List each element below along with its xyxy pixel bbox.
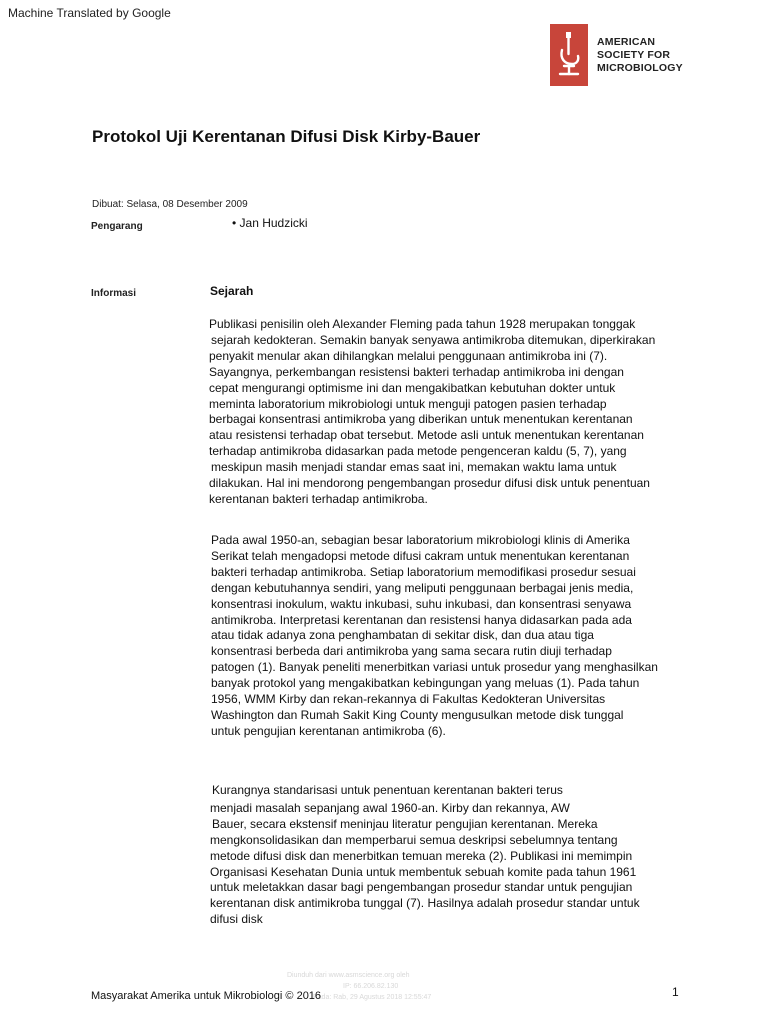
text-line: kerentanan disk antimikroba tunggal (7). Hasilnya adalah prosedur standar untuk <box>210 896 640 911</box>
text-line: Sayangnya, perkembangan resistensi bakteri terhadap antimikroba ini dengan <box>209 364 624 379</box>
text-line: 1956, WMM Kirby dan rekan-rekannya di Fakultas Kedokteran Universitas <box>211 692 606 707</box>
asm-logo <box>550 24 683 86</box>
text-line: Publikasi penisilin oleh Alexander Fleming pada tahun 1928 merupakan tonggak <box>209 317 636 331</box>
text-line: mengkonsolidasikan dan memperbarui semua deskripsi sebelumnya tentang <box>210 832 618 847</box>
watermark-line: IP: 66.206.82.130 <box>343 983 399 990</box>
text-line: atau tidak adanya zona penghambatan di sekitar disk, dan dua atau tiga <box>211 628 594 643</box>
watermark-line: Diunduh dari www.asmscience.org oleh <box>287 972 410 979</box>
text-line: untuk meletakkan dasar bagi pengembangan prosedur standar untuk pengujian <box>210 880 633 895</box>
text-line: untuk pengujian kerentanan antimikroba (6). <box>211 723 446 738</box>
text-line: metode difusi disk dan menerbitkan temuan mereka (2). Publikasi ini memimpin <box>210 848 633 863</box>
text-line: patogen (1). Banyak peneliti menerbitkan variasi untuk prosedur yang menghasilkan <box>211 660 658 675</box>
machine-translation-banner: Machine Translated by Google <box>8 6 171 20</box>
document-title: Protokol Uji Kerentanan Difusi Disk Kirby-Bauer <box>92 127 481 146</box>
author-name: • Jan Hudzicki <box>232 216 308 230</box>
text-line: banyak protokol yang mengakibatkan kebingungan yang meluas (1). Pada tahun <box>211 676 640 691</box>
text-line: Serikat telah mengadopsi metode difusi cakram untuk menentukan kerentanan <box>211 548 630 563</box>
text-line: menjadi masalah sepanjang awal 1960-an. Kirby dan rekannya, AW <box>210 800 570 815</box>
paragraph-3 <box>210 783 640 928</box>
section-heading: Sejarah <box>210 284 254 298</box>
text-line: dengan kebutuhannya sendiri, yang meliputi penggunaan berbagai jenis media, <box>211 580 634 595</box>
text-line: konsentrasi inokulum, waktu inkubasi, suhu inkubasi, dan konsentrasi senyawa <box>211 596 632 611</box>
text-line: Washington dan Rumah Sakit King County mengusulkan metode disk tunggal <box>211 707 624 722</box>
text-line: atau resistensi terhadap obat tersebut. Metode asli untuk menentukan kerentanan <box>209 428 644 443</box>
text-line: sejarah kedokteran. Semakin banyak senyawa antimikroba ditemukan, diperkirakan <box>211 332 656 347</box>
text-line: konsentrasi berbeda dari antimikroba yang sama secara rutin diuji terhadap <box>211 644 612 659</box>
watermark-line: Pada: Rab, 29 Agustus 2018 12:55:47 <box>313 994 432 1001</box>
microscope-icon <box>550 24 588 86</box>
text-line: meminta laboratorium mikrobiologi untuk menguji patogen pasien terhadap <box>209 396 607 411</box>
text-line: kerentanan bakteri terhadap antimikroba. <box>209 491 428 506</box>
text-line: Pada awal 1950-an, sebagian besar laboratorium mikrobiologi klinis di Amerika <box>211 533 630 547</box>
created-date: Dibuat: Selasa, 08 Desember 2009 <box>92 199 248 210</box>
logo-line: MICROBIOLOGY <box>597 61 683 74</box>
text-line: cepat mengurangi optimisme ini dan mengakibatkan kebutuhan dokter untuk <box>209 380 616 395</box>
text-line: Organisasi Kesehatan Dunia untuk membentuk sebuah komite pada tahun 1961 <box>210 864 637 879</box>
page-number: 1 <box>672 985 679 999</box>
author-label: Pengarang <box>91 221 143 232</box>
paragraph-2 <box>211 533 658 740</box>
text-line: Kurangnya standarisasi untuk penentuan kerentanan bakteri terus <box>212 783 563 797</box>
text-line: berbagai konsentrasi antimikroba yang diberikan untuk menentukan kerentanan <box>209 412 633 427</box>
text-line: terhadap antimikroba didasarkan pada metode pengenceran kaldu (5, 7), yang <box>209 444 627 459</box>
logo-wordmark <box>597 36 683 75</box>
text-line: Bauer, secara ekstensif meninjau literatur pengujian kerentanan. Mereka <box>212 816 598 831</box>
text-line: difusi disk <box>210 912 263 927</box>
text-line: antimikroba. Interpretasi kerentanan dan resistensi hanya didasarkan pada ada <box>211 612 632 627</box>
text-line: penyakit menular akan dihilangkan melalui penggunaan antimikroba ini (7). <box>209 348 608 363</box>
footer-copyright: Masyarakat Amerika untuk Mikrobiologi © 2016 <box>91 990 322 1002</box>
logo-line: SOCIETY FOR <box>597 48 671 61</box>
text-line: meskipun masih menjadi standar emas saat ini, memakan waktu lama untuk <box>211 460 617 475</box>
logo-line: AMERICAN <box>597 35 656 48</box>
paragraph-1 <box>209 317 655 508</box>
text-line: dilakukan. Hal ini mendorong pengembangan prosedur difusi disk untuk penentuan <box>209 476 650 491</box>
info-label: Informasi <box>91 288 137 299</box>
text-line: bakteri terhadap antimikroba. Setiap laboratorium memodifikasi prosedur sesuai <box>211 564 636 579</box>
